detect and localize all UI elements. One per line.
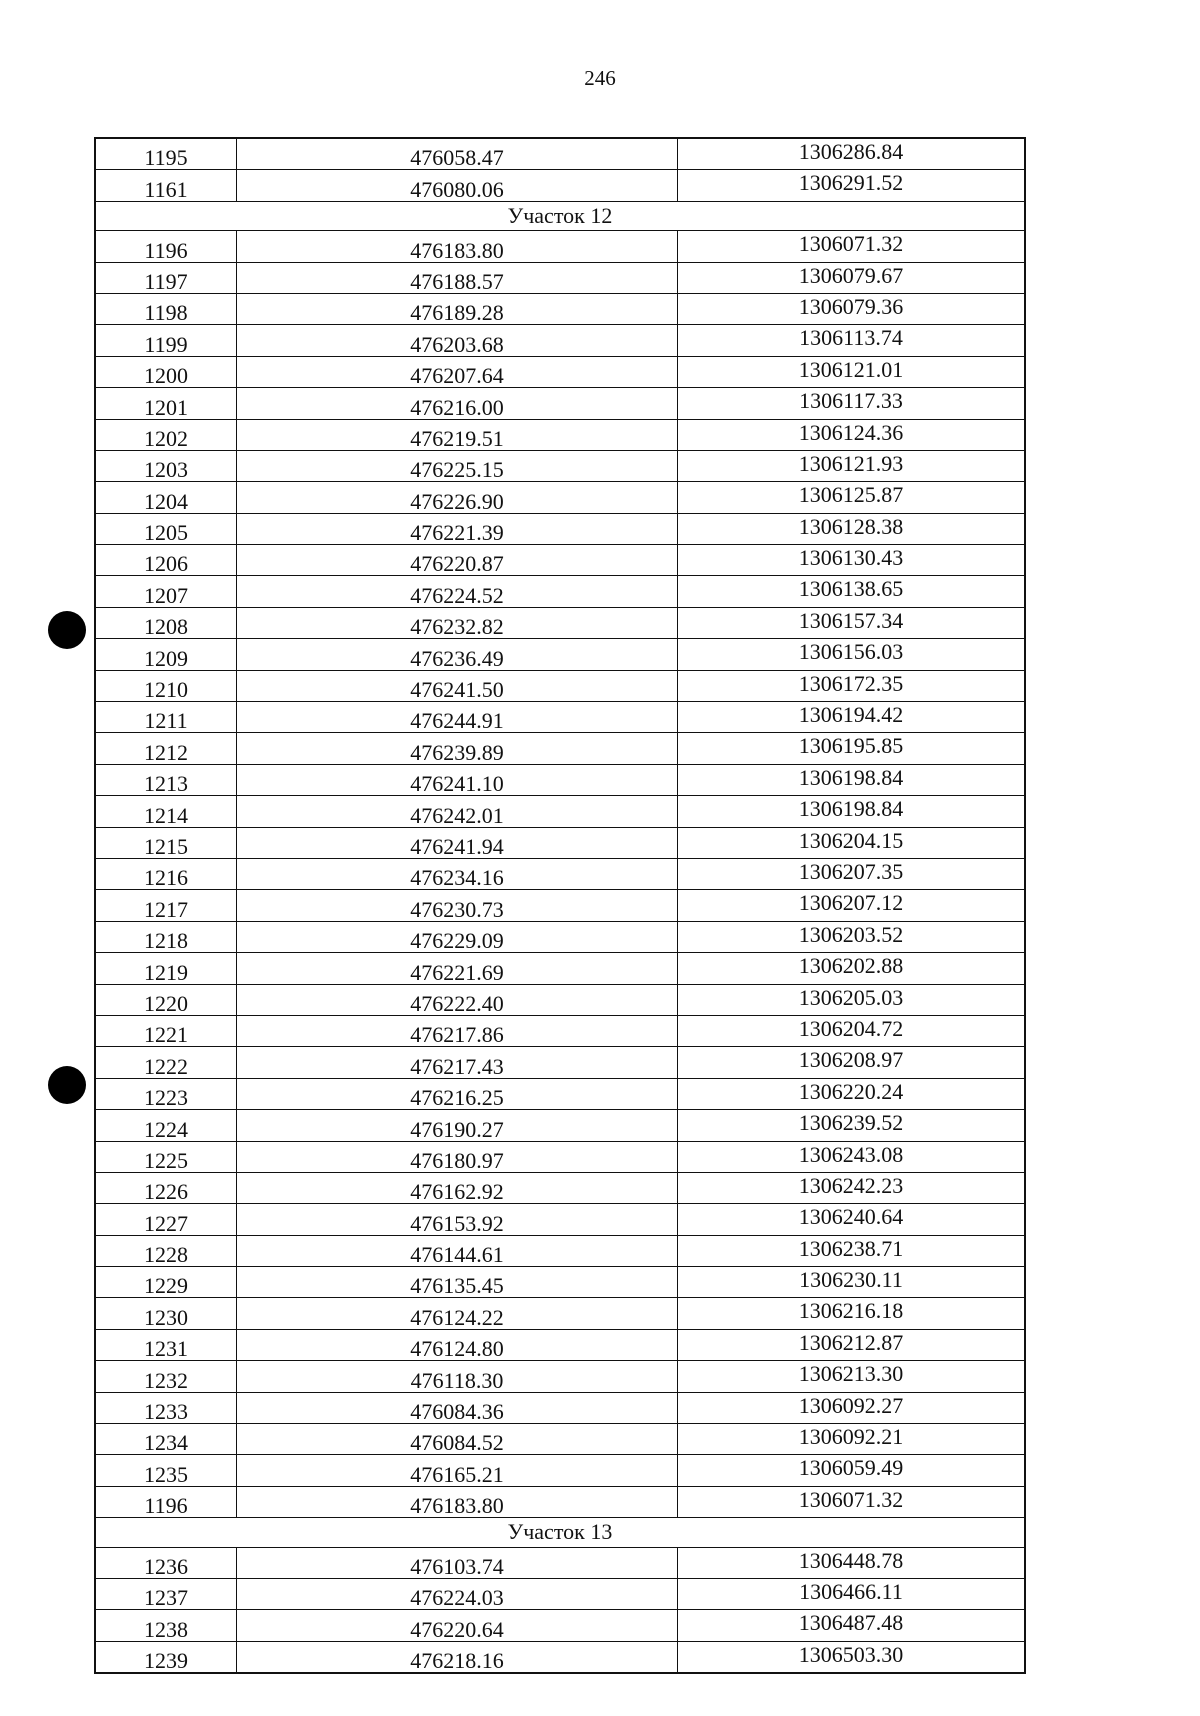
y-coordinate-cell: 1306487.48 [678,1610,1026,1641]
y-coordinate-cell: 1306079.36 [678,293,1026,324]
y-coordinate-cell: 1306117.33 [678,388,1026,419]
point-id-cell: 1230 [95,1298,237,1329]
table-row [95,325,1025,356]
y-coordinate-cell: 1306220.24 [678,1078,1026,1109]
y-coordinate-cell: 1306448.78 [678,1547,1026,1578]
point-id-cell: 1225 [95,1141,237,1172]
table-row [95,796,1025,827]
y-coordinate-cell: 1306230.11 [678,1267,1026,1298]
y-coordinate-cell: 1306242.23 [678,1172,1026,1203]
table-row [95,1110,1025,1141]
x-coordinate-cell: 476220.87 [237,545,678,576]
point-id-cell: 1213 [95,764,237,795]
point-id-cell: 1201 [95,388,237,419]
point-id-cell: 1234 [95,1424,237,1455]
y-coordinate-cell: 1306204.15 [678,827,1026,858]
x-coordinate-cell: 476190.27 [237,1110,678,1141]
table-row [95,639,1025,670]
table-row [95,419,1025,450]
point-id-cell: 1198 [95,293,237,324]
table-row [95,170,1025,201]
x-coordinate-cell: 476232.82 [237,607,678,638]
point-id-cell: 1196 [95,1486,237,1517]
y-coordinate-cell: 1306207.35 [678,858,1026,889]
punch-hole-mark [48,611,86,649]
y-coordinate-cell: 1306059.49 [678,1455,1026,1486]
x-coordinate-cell: 476162.92 [237,1172,678,1203]
section-header-row [95,201,1025,230]
y-coordinate-cell: 1306194.42 [678,702,1026,733]
point-id-cell: 1220 [95,984,237,1015]
x-coordinate-cell: 476242.01 [237,796,678,827]
point-id-cell: 1232 [95,1361,237,1392]
point-id-cell: 1208 [95,607,237,638]
table-row [95,262,1025,293]
x-coordinate-cell: 476144.61 [237,1235,678,1266]
point-id-cell: 1205 [95,513,237,544]
table-row [95,1204,1025,1235]
point-id-cell: 1219 [95,953,237,984]
point-id-cell: 1199 [95,325,237,356]
x-coordinate-cell: 476241.94 [237,827,678,858]
y-coordinate-cell: 1306212.87 [678,1329,1026,1360]
y-coordinate-cell: 1306207.12 [678,890,1026,921]
y-coordinate-cell: 1306198.84 [678,764,1026,795]
x-coordinate-cell: 476183.80 [237,1486,678,1517]
point-id-cell: 1195 [95,138,237,170]
table-row [95,1172,1025,1203]
table-row [95,1267,1025,1298]
table-row [95,1235,1025,1266]
table-row [95,702,1025,733]
table-row [95,953,1025,984]
point-id-cell: 1161 [95,170,237,201]
table-row [95,1329,1025,1360]
y-coordinate-cell: 1306238.71 [678,1235,1026,1266]
point-id-cell: 1231 [95,1329,237,1360]
x-coordinate-cell: 476229.09 [237,921,678,952]
x-coordinate-cell: 476241.50 [237,670,678,701]
table-row [95,733,1025,764]
x-coordinate-cell: 476218.16 [237,1641,678,1673]
point-id-cell: 1211 [95,702,237,733]
y-coordinate-cell: 1306172.35 [678,670,1026,701]
y-coordinate-cell: 1306079.67 [678,262,1026,293]
y-coordinate-cell: 1306240.64 [678,1204,1026,1235]
point-id-cell: 1207 [95,576,237,607]
table-row [95,482,1025,513]
point-id-cell: 1236 [95,1547,237,1578]
y-coordinate-cell: 1306092.27 [678,1392,1026,1423]
point-id-cell: 1227 [95,1204,237,1235]
y-coordinate-cell: 1306071.32 [678,231,1026,262]
coordinates-table-body [95,138,1025,1673]
table-row [95,1641,1025,1673]
y-coordinate-cell: 1306128.38 [678,513,1026,544]
x-coordinate-cell: 476222.40 [237,984,678,1015]
point-id-cell: 1218 [95,921,237,952]
table-row [95,1392,1025,1423]
point-id-cell: 1239 [95,1641,237,1673]
y-coordinate-cell: 1306121.93 [678,450,1026,481]
table-row [95,670,1025,701]
point-id-cell: 1223 [95,1078,237,1109]
point-id-cell: 1200 [95,356,237,387]
table-row [95,388,1025,419]
x-coordinate-cell: 476180.97 [237,1141,678,1172]
point-id-cell: 1238 [95,1610,237,1641]
table-row [95,356,1025,387]
y-coordinate-cell: 1306203.52 [678,921,1026,952]
point-id-cell: 1233 [95,1392,237,1423]
point-id-cell: 1228 [95,1235,237,1266]
x-coordinate-cell: 476058.47 [237,138,678,170]
x-coordinate-cell: 476124.22 [237,1298,678,1329]
x-coordinate-cell: 476241.10 [237,764,678,795]
table-row [95,1141,1025,1172]
table-row [95,1578,1025,1609]
x-coordinate-cell: 476239.89 [237,733,678,764]
x-coordinate-cell: 476216.00 [237,388,678,419]
x-coordinate-cell: 476221.69 [237,953,678,984]
coordinates-table-wrapper [94,137,1026,1674]
x-coordinate-cell: 476118.30 [237,1361,678,1392]
table-row [95,231,1025,262]
y-coordinate-cell: 1306204.72 [678,1015,1026,1046]
table-row [95,1486,1025,1517]
table-row [95,1015,1025,1046]
table-row [95,1078,1025,1109]
point-id-cell: 1215 [95,827,237,858]
x-coordinate-cell: 476224.52 [237,576,678,607]
y-coordinate-cell: 1306092.21 [678,1424,1026,1455]
y-coordinate-cell: 1306243.08 [678,1141,1026,1172]
y-coordinate-cell: 1306198.84 [678,796,1026,827]
section-label: Участок 12 [95,201,1025,230]
x-coordinate-cell: 476221.39 [237,513,678,544]
punch-hole-mark [48,1066,86,1104]
table-row [95,858,1025,889]
x-coordinate-cell: 476220.64 [237,1610,678,1641]
x-coordinate-cell: 476234.16 [237,858,678,889]
point-id-cell: 1216 [95,858,237,889]
point-id-cell: 1209 [95,639,237,670]
x-coordinate-cell: 476236.49 [237,639,678,670]
table-row [95,545,1025,576]
y-coordinate-cell: 1306286.84 [678,138,1026,170]
x-coordinate-cell: 476135.45 [237,1267,678,1298]
y-coordinate-cell: 1306156.03 [678,639,1026,670]
x-coordinate-cell: 476189.28 [237,293,678,324]
point-id-cell: 1217 [95,890,237,921]
y-coordinate-cell: 1306113.74 [678,325,1026,356]
table-row [95,513,1025,544]
point-id-cell: 1222 [95,1047,237,1078]
x-coordinate-cell: 476219.51 [237,419,678,450]
table-row [95,293,1025,324]
table-row [95,1455,1025,1486]
point-id-cell: 1196 [95,231,237,262]
section-label: Участок 13 [95,1518,1025,1547]
page-number: 246 [584,66,616,90]
point-id-cell: 1237 [95,1578,237,1609]
x-coordinate-cell: 476226.90 [237,482,678,513]
y-coordinate-cell: 1306125.87 [678,482,1026,513]
table-row [95,1361,1025,1392]
table-row [95,764,1025,795]
point-id-cell: 1212 [95,733,237,764]
x-coordinate-cell: 476217.43 [237,1047,678,1078]
table-row [95,1424,1025,1455]
point-id-cell: 1229 [95,1267,237,1298]
y-coordinate-cell: 1306291.52 [678,170,1026,201]
y-coordinate-cell: 1306239.52 [678,1110,1026,1141]
x-coordinate-cell: 476084.36 [237,1392,678,1423]
point-id-cell: 1204 [95,482,237,513]
table-row [95,450,1025,481]
point-id-cell: 1203 [95,450,237,481]
x-coordinate-cell: 476217.86 [237,1015,678,1046]
y-coordinate-cell: 1306213.30 [678,1361,1026,1392]
x-coordinate-cell: 476224.03 [237,1578,678,1609]
table-row [95,138,1025,170]
point-id-cell: 1202 [95,419,237,450]
x-coordinate-cell: 476080.06 [237,170,678,201]
point-id-cell: 1214 [95,796,237,827]
y-coordinate-cell: 1306121.01 [678,356,1026,387]
table-row [95,984,1025,1015]
y-coordinate-cell: 1306202.88 [678,953,1026,984]
y-coordinate-cell: 1306138.65 [678,576,1026,607]
x-coordinate-cell: 476188.57 [237,262,678,293]
x-coordinate-cell: 476103.74 [237,1547,678,1578]
x-coordinate-cell: 476225.15 [237,450,678,481]
table-row [95,921,1025,952]
y-coordinate-cell: 1306071.32 [678,1486,1026,1517]
table-row [95,607,1025,638]
coordinates-table [94,137,1026,1674]
point-id-cell: 1197 [95,262,237,293]
x-coordinate-cell: 476165.21 [237,1455,678,1486]
x-coordinate-cell: 476183.80 [237,231,678,262]
y-coordinate-cell: 1306205.03 [678,984,1026,1015]
x-coordinate-cell: 476244.91 [237,702,678,733]
point-id-cell: 1210 [95,670,237,701]
table-row [95,1298,1025,1329]
table-row [95,1547,1025,1578]
x-coordinate-cell: 476216.25 [237,1078,678,1109]
table-row [95,1047,1025,1078]
x-coordinate-cell: 476124.80 [237,1329,678,1360]
x-coordinate-cell: 476207.64 [237,356,678,387]
point-id-cell: 1224 [95,1110,237,1141]
x-coordinate-cell: 476230.73 [237,890,678,921]
y-coordinate-cell: 1306195.85 [678,733,1026,764]
point-id-cell: 1206 [95,545,237,576]
point-id-cell: 1235 [95,1455,237,1486]
y-coordinate-cell: 1306208.97 [678,1047,1026,1078]
y-coordinate-cell: 1306216.18 [678,1298,1026,1329]
point-id-cell: 1226 [95,1172,237,1203]
y-coordinate-cell: 1306157.34 [678,607,1026,638]
table-row [95,890,1025,921]
y-coordinate-cell: 1306466.11 [678,1578,1026,1609]
section-header-row [95,1518,1025,1547]
x-coordinate-cell: 476084.52 [237,1424,678,1455]
y-coordinate-cell: 1306124.36 [678,419,1026,450]
y-coordinate-cell: 1306503.30 [678,1641,1026,1673]
point-id-cell: 1221 [95,1015,237,1046]
table-row [95,827,1025,858]
x-coordinate-cell: 476203.68 [237,325,678,356]
y-coordinate-cell: 1306130.43 [678,545,1026,576]
x-coordinate-cell: 476153.92 [237,1204,678,1235]
table-row [95,1610,1025,1641]
table-row [95,576,1025,607]
